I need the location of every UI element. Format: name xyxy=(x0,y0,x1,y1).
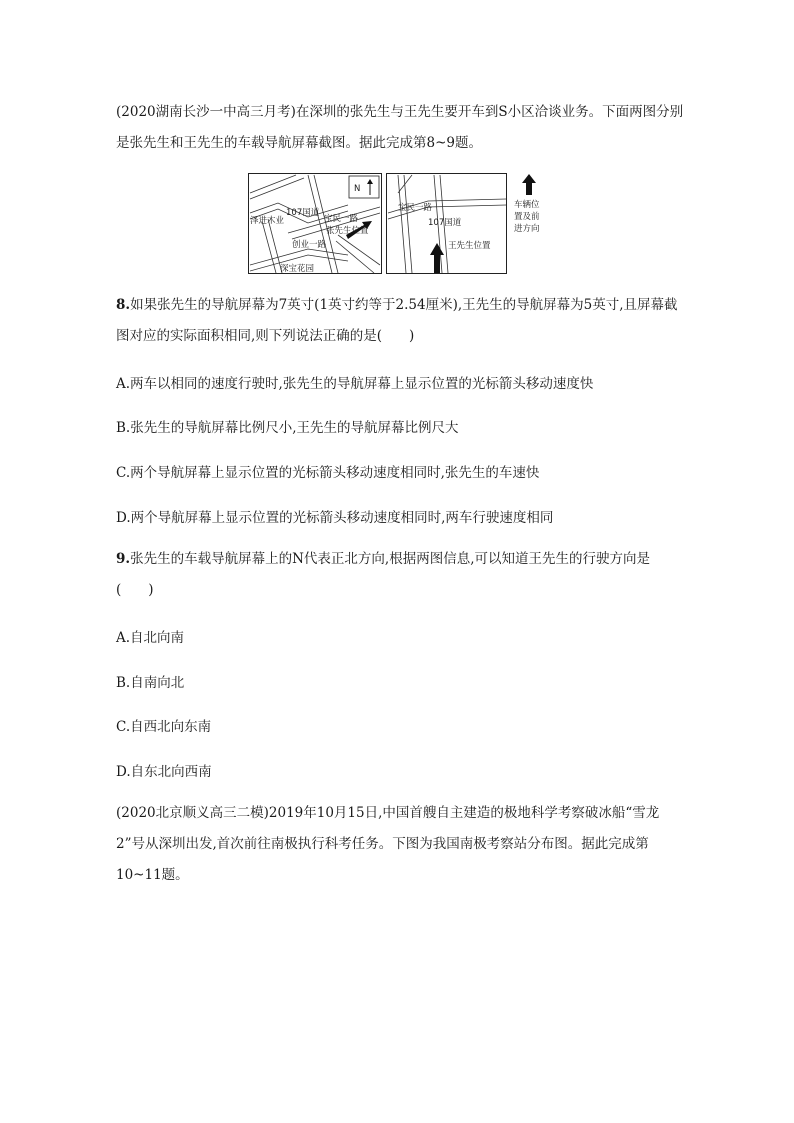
left-label-chuangye: 创业一路 xyxy=(292,240,327,250)
legend-arrow-icon xyxy=(522,174,536,195)
legend-line-1: 车辆位 xyxy=(514,200,540,210)
legend xyxy=(514,174,540,234)
question-9-option-c: C.自西北向东南 xyxy=(116,719,212,735)
zhang-navigation-screen xyxy=(249,174,382,275)
question-8-option-d: D.两个导航屏幕上显示位置的光标箭头移动速度相同时,两车行驶速度相同 xyxy=(116,510,554,526)
left-label-zejin: 泽进木业 xyxy=(250,216,285,226)
question-8-stem xyxy=(116,290,686,352)
navigation-map-figure xyxy=(248,173,568,275)
question-9-option-d: D.自东北向西南 xyxy=(116,764,212,780)
right-label-baomin: 宝民一路 xyxy=(398,203,433,213)
wang-navigation-screen xyxy=(387,174,507,274)
question-8-text: 如果张先生的导航屏幕为7英寸(1英寸约等于2.54厘米),王先生的导航屏幕为5英寸,且屏幕截图对应的实际面积相同,则下列说法正确的是( ) xyxy=(116,297,678,344)
question-9-option-a: A.自北向南 xyxy=(116,630,185,646)
legend-line-3: 进方向 xyxy=(514,224,540,234)
right-label-wang-position: 王先生位置 xyxy=(448,241,491,251)
intro-source-2: (2020北京顺义高三二模) xyxy=(116,805,269,821)
question-9-option-b: B.自南向北 xyxy=(116,675,185,691)
left-label-guodao: 107国道 xyxy=(286,208,320,218)
legend-line-2: 置及前 xyxy=(514,212,540,222)
question-8-option-c: C.两个导航屏幕上显示位置的光标箭头移动速度相同时,张先生的车速快 xyxy=(116,465,540,481)
question-9-stem xyxy=(116,544,686,606)
north-compass xyxy=(349,176,379,198)
question-8-option-a: A.两车以相同的速度行驶时,张先生的导航屏幕上显示位置的光标箭头移动速度快 xyxy=(116,376,594,392)
left-label-baomin: 宝民一路 xyxy=(324,214,359,224)
right-label-guodao: 107国道 xyxy=(428,218,462,228)
intro-paragraph-1 xyxy=(116,97,686,159)
question-8-number: 8. xyxy=(116,297,131,313)
intro-text-2: 2019年10月15日,中国首艘自主建造的极地科学考察破冰船“雪龙2”号从深圳出发,首次前往南极执行科考任务。下图为我国南极考察站分布图。据此完成第10~11题。 xyxy=(116,805,660,883)
question-9-text: 张先生的车载导航屏幕上的N代表正北方向,根据两图信息,可以知道王先生的行驶方向是( ) xyxy=(116,551,650,598)
compass-label: N xyxy=(354,184,361,194)
left-label-shenbao: 深宝花园 xyxy=(280,264,315,274)
intro-text-1: 在深圳的张先生与王先生要开车到S小区洽谈业务。下面两图分别是张先生和王先生的车载导航屏幕截图。据此完成第8~9题。 xyxy=(116,104,684,151)
question-9-number: 9. xyxy=(116,551,131,567)
left-label-zhang-position: 张先生位置 xyxy=(326,226,369,236)
intro-source-1: (2020湖南长沙一中高三月考) xyxy=(116,104,296,120)
question-8-option-b: B.张先生的导航屏幕比例尺小,王先生的导航屏幕比例尺大 xyxy=(116,420,459,436)
intro-paragraph-2 xyxy=(116,798,686,891)
